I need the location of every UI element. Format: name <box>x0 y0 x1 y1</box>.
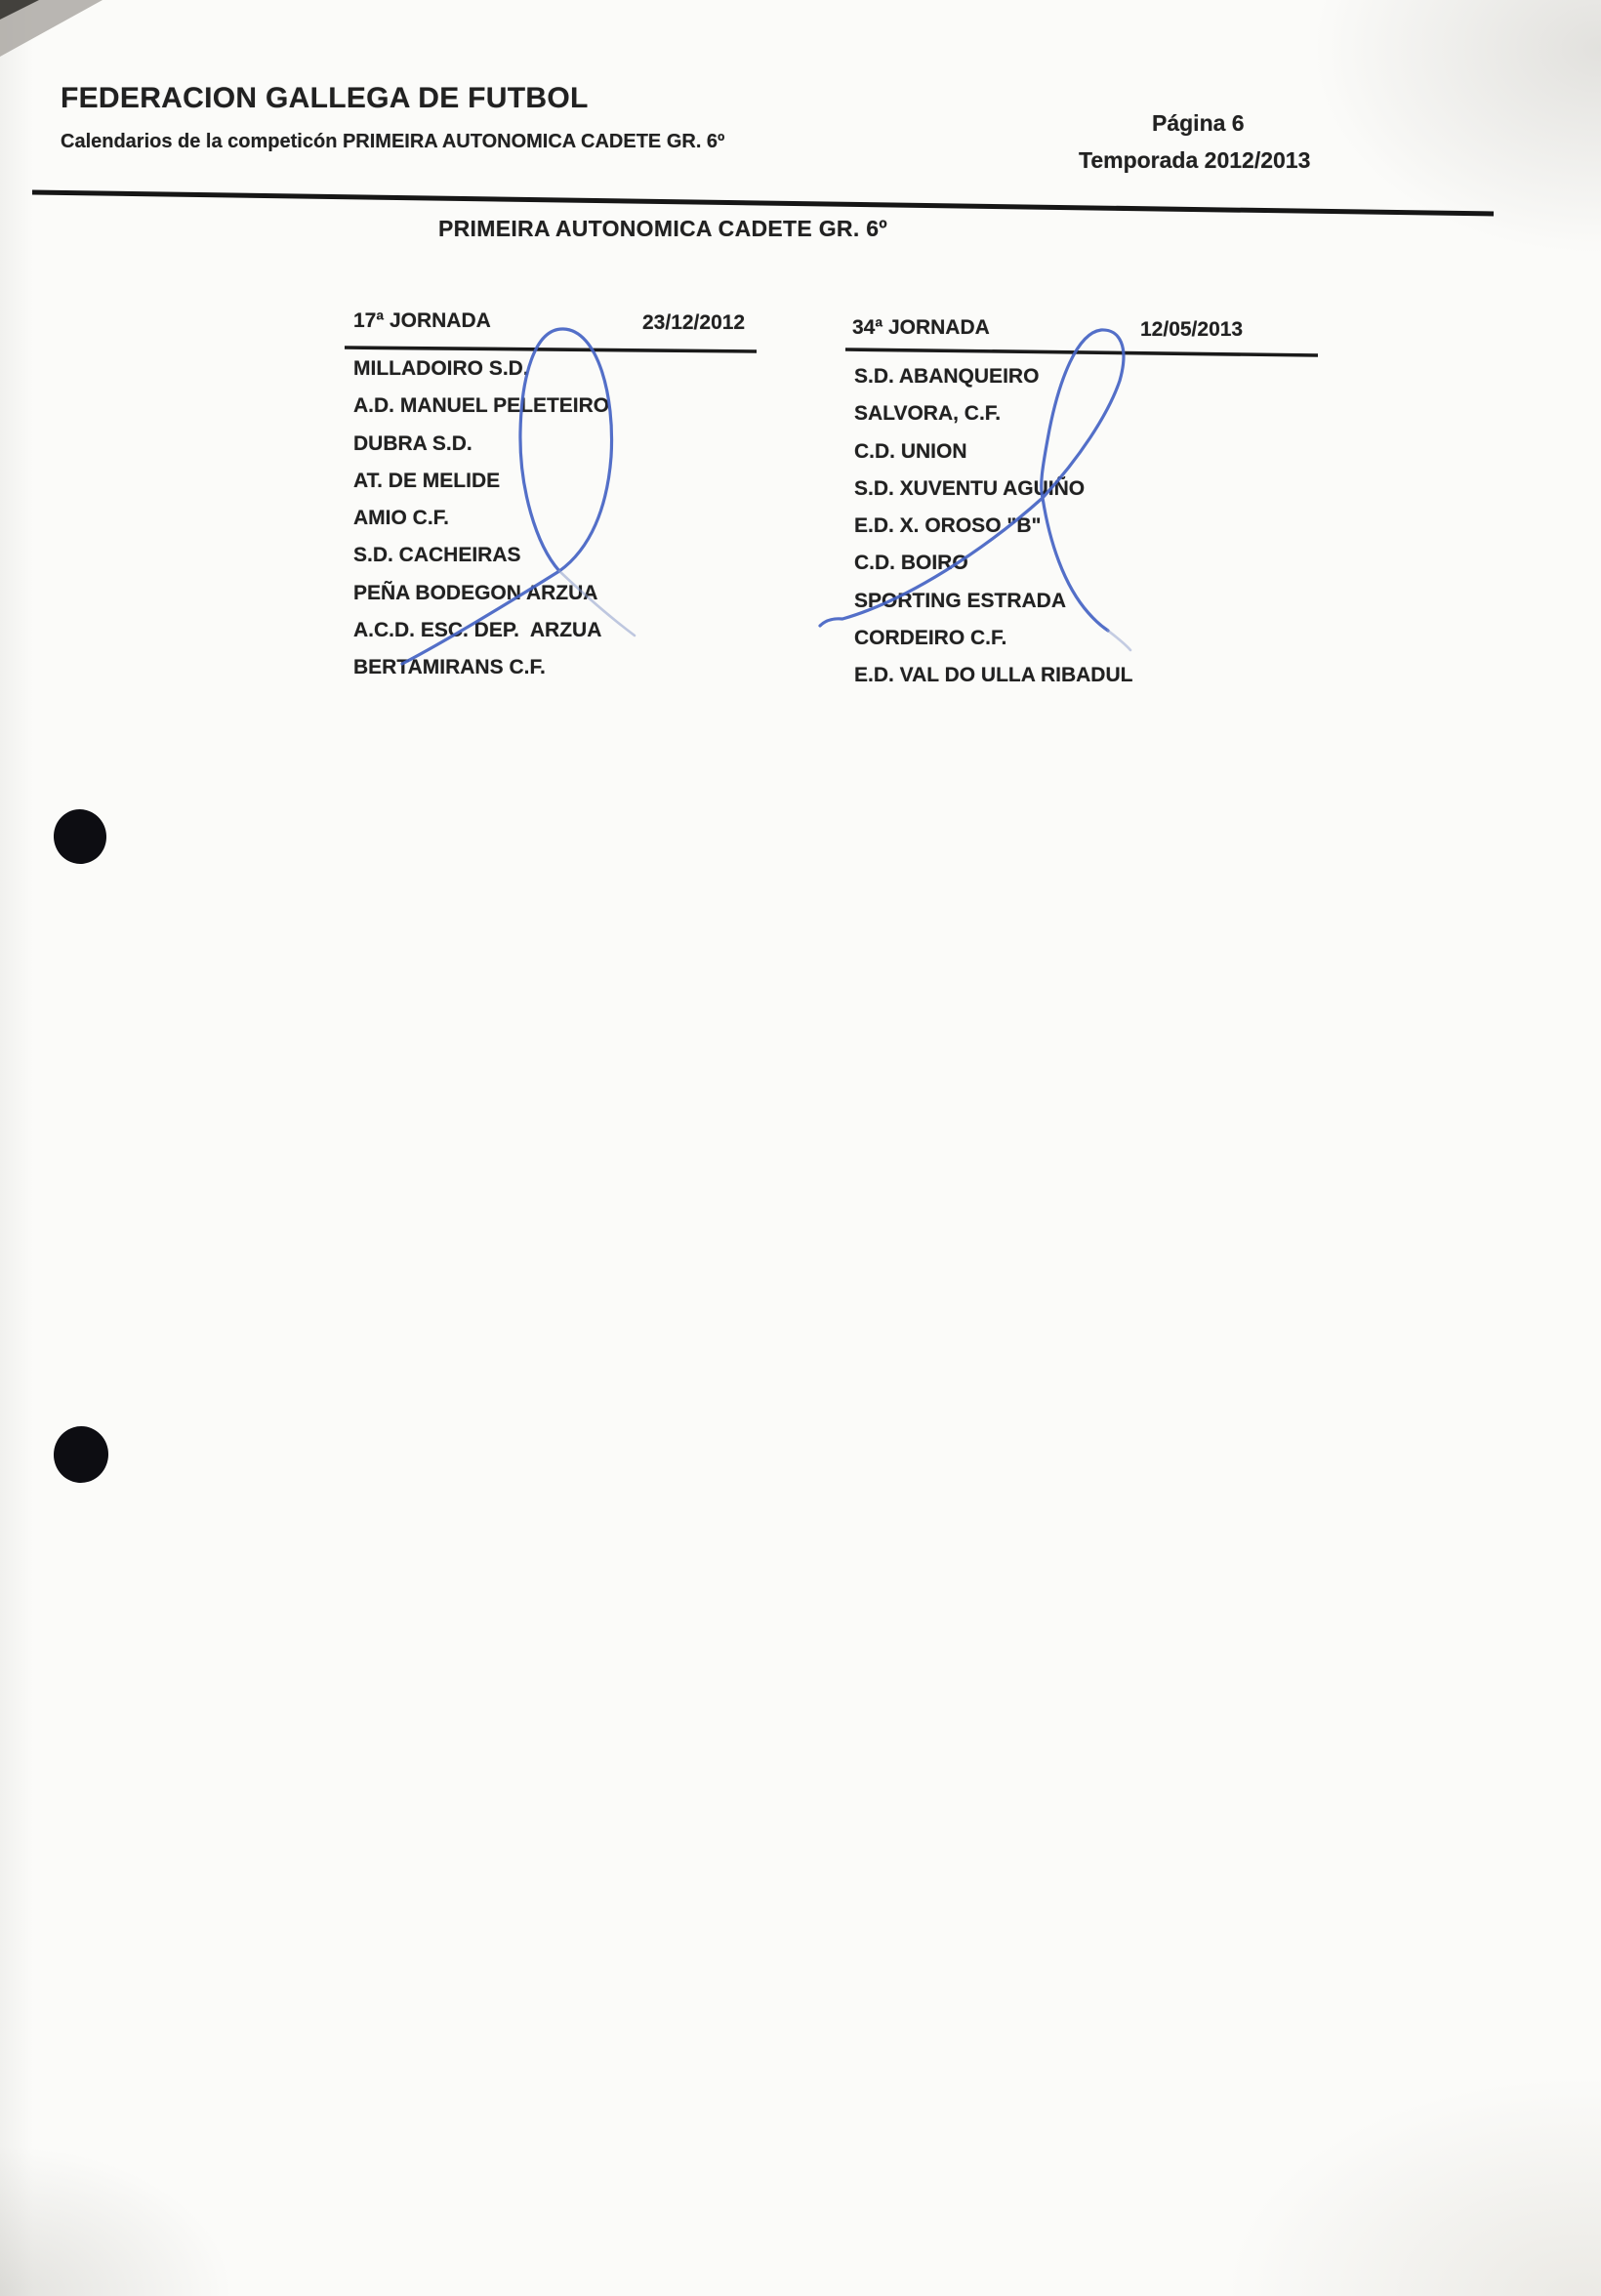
team-row: MILLADOIRO S.D. <box>353 357 529 380</box>
team-row: C.D. BOIRO <box>854 552 968 575</box>
team-row: AMIO C.F. <box>353 507 449 530</box>
pen-mark-left-faint-tail <box>559 571 635 636</box>
team-row: E.D. X. OROSO "B" <box>854 514 1042 538</box>
team-row: SPORTING ESTRADA <box>854 589 1067 612</box>
team-row: CORDEIRO C.F. <box>854 627 1007 650</box>
pen-mark-left-loop <box>402 329 612 664</box>
team-row: AT. DE MELIDE <box>353 469 501 492</box>
hole-punch <box>51 1423 111 1486</box>
team-row: BERTAMIRANS C.F. <box>353 656 546 679</box>
jornada-34-underline <box>845 349 1318 355</box>
team-row: E.D. VAL DO ULLA RIBADUL <box>854 664 1133 687</box>
team-row: S.D. XUVENTU AGUIÑO <box>854 476 1086 500</box>
hole-punch <box>50 806 109 868</box>
header-rule <box>32 192 1494 214</box>
jornada-17-header: 17ª JORNADA <box>353 309 491 332</box>
team-row: C.D. UNION <box>854 439 967 463</box>
org-title: FEDERACION GALLEGA DE FUTBOL <box>61 82 589 114</box>
pen-mark-right-faint-tail <box>1108 631 1130 650</box>
jornada-17-underline <box>345 348 757 351</box>
team-row: SALVORA, C.F. <box>854 402 1002 426</box>
jornada-34-date: 12/05/2013 <box>1140 318 1244 341</box>
section-title: PRIMEIRA AUTONOMICA CADETE GR. 6º <box>438 216 888 241</box>
page-number: Página 6 <box>1152 110 1245 136</box>
team-row: A.D. MANUEL PELETEIRO <box>353 394 610 418</box>
team-row: A.C.D. ESC. DEP. ARZUA <box>353 619 602 642</box>
team-row: S.D. CACHEIRAS <box>353 544 521 567</box>
jornada-17-date: 23/12/2012 <box>642 311 746 334</box>
team-row: PEÑA BODEGON ARZUA <box>353 581 598 604</box>
jornada-34-header: 34ª JORNADA <box>852 316 990 339</box>
pen-mark-right-loop <box>820 330 1124 631</box>
competition-subtitle: Calendarios de la competicón PRIMEIRA AUTONOMICA CADETE GR. 6º <box>61 131 725 152</box>
team-row: DUBRA S.D. <box>353 431 472 455</box>
team-row: S.D. ABANQUEIRO <box>854 365 1040 388</box>
season-label: Temporada 2012/2013 <box>1079 147 1311 173</box>
